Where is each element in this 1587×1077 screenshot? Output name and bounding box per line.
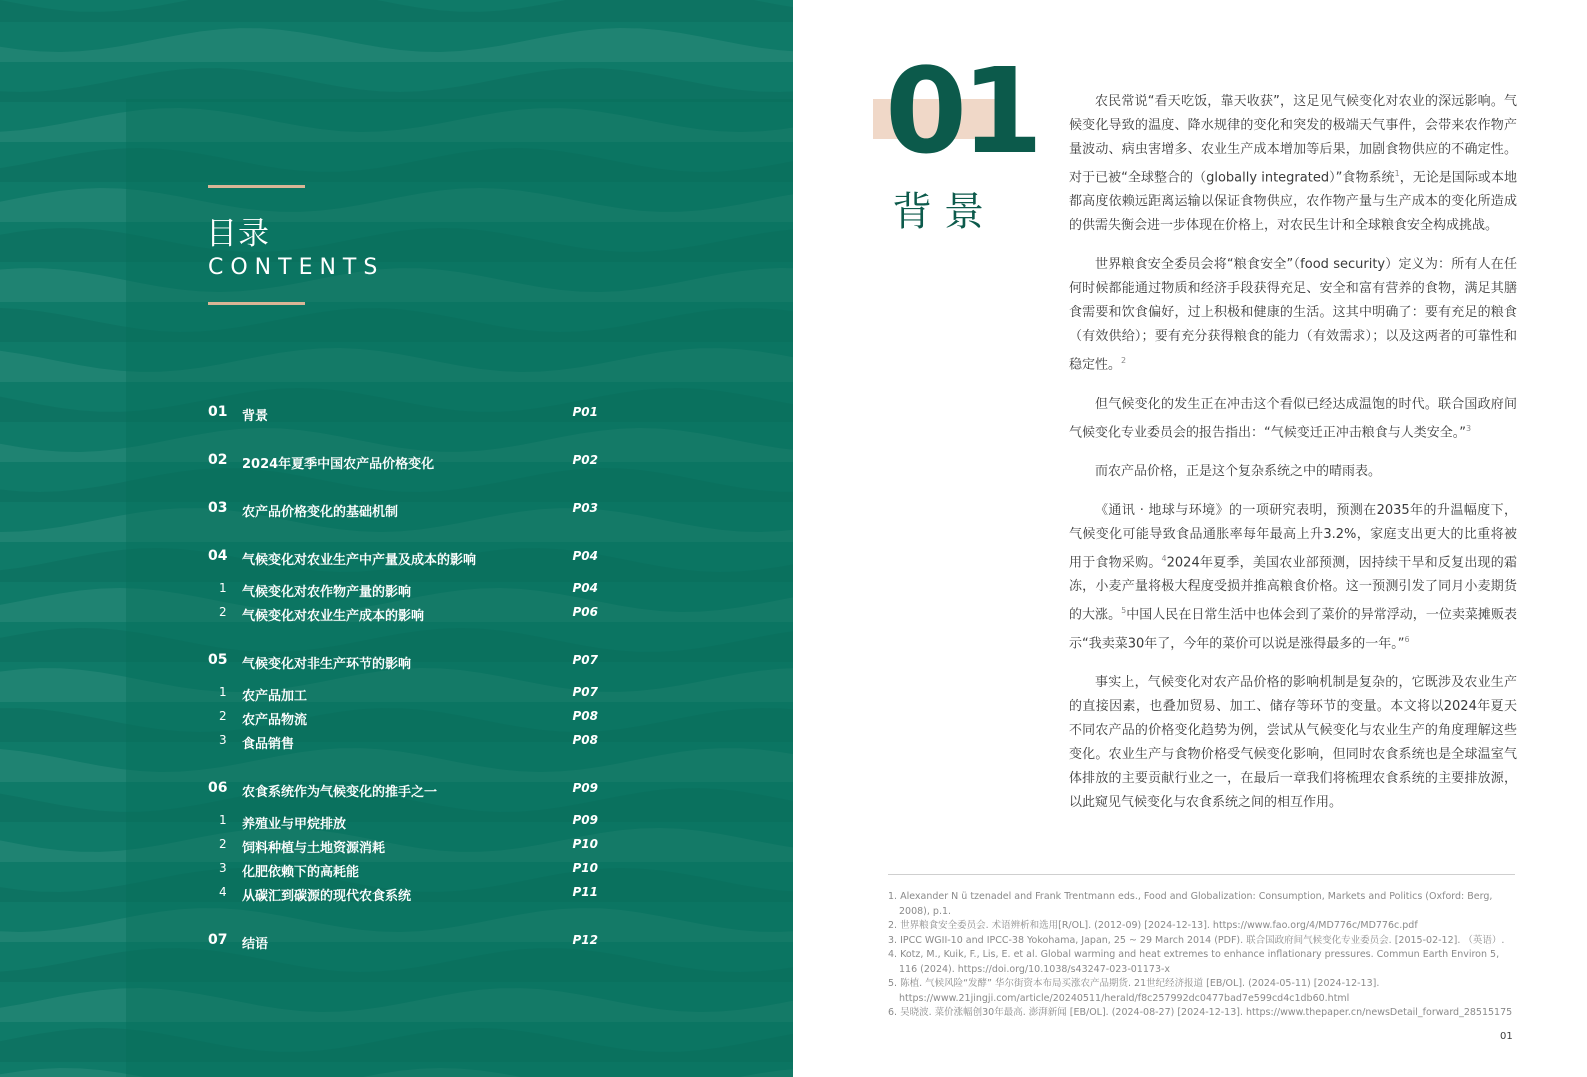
- toc-subentry-05-1[interactable]: [208, 684, 598, 706]
- toc-subentry-title: 养殖业与甲烷排放: [242, 817, 347, 832]
- toc-entry-page: P07: [572, 653, 598, 667]
- paragraph: 而农产品价格，正是这个复杂系统之中的晴雨表。: [1095, 463, 1382, 479]
- toc-top-rule: [208, 185, 305, 188]
- toc-entry-page: P01: [572, 405, 598, 419]
- toc-entry-05[interactable]: [208, 652, 598, 674]
- toc-subentry-number: 4: [219, 885, 227, 899]
- toc-entry-number: 02: [208, 452, 228, 468]
- toc-subentry-number: 1: [219, 813, 227, 827]
- toc-entry-title: 结语: [242, 937, 269, 952]
- paragraph: 世界粮食安全委员会将“粮食安全”（food security）定义为：所有人在任何时候都能通过物质和经济手段获得充足、安全和富有营养的食物，满足其膳食需要和饮食偏好，过上积极和健康的生活。这其中明确了：要有充足的粮食（有效供给）；要有充分获得粮食的能力（有效需求）；以及这两者的可靠性和稳定性。$^2$: [1069, 257, 1517, 373]
- toc-entry-06[interactable]: [208, 780, 598, 802]
- page-number: 01: [1500, 1031, 1513, 1042]
- toc-subentry-05-3[interactable]: [208, 732, 598, 754]
- paragraph: 事实上，气候变化对农产品价格的影响机制是复杂的，它既涉及农业生产的直接因素，也叠加贸易、加工、储存等环节的变量。本文将以2024年夏天不同农产品的价格变化趋势为例，尝试从气候变化与农业生产的角度理解这些变化。农业生产与食物价格受气候变化影响，但同时农食系统也是全球温室气体排放的主要贡献行业之一，在最后一章我们将梳理农食系统的主要排放源，以此窥见气候变化与农食系统之间的相互作用。: [1069, 674, 1517, 810]
- toc-entry-number: 06: [208, 780, 228, 796]
- toc-subentry-04-1[interactable]: [208, 580, 598, 602]
- toc-subentry-number: 2: [219, 709, 227, 723]
- footnote: 5. 陈植. 气候风险“发酵” 华尔街资本布局买涨农产品期货. 21世纪经济报道 [EB/OL]. (2024-05-11) [2024-12-13]. https://www.21jingji.com/article/20240511/herald/f8c257992dc0477bad7e599cd4c1db60.html: [888, 978, 1380, 1004]
- toc-entry-01[interactable]: [208, 404, 598, 426]
- toc-entry-03[interactable]: [208, 500, 598, 522]
- toc-entry-page: P02: [572, 453, 598, 467]
- footnotes: [888, 890, 1515, 1021]
- toc-subentry-number: 1: [219, 581, 227, 595]
- toc-subentry-page: P09: [572, 813, 598, 827]
- toc-entry-page: P12: [572, 933, 598, 947]
- toc-subentry-title: 气候变化对农业生产成本的影响: [242, 609, 425, 624]
- toc-subentry-06-2[interactable]: [208, 836, 598, 858]
- toc-entry-title: 2024年夏季中国农产品价格变化: [242, 457, 435, 472]
- toc-entry-title: 气候变化对非生产环节的影响: [242, 657, 412, 672]
- footnote-ref[interactable]: 6: [1404, 634, 1410, 644]
- toc-subentry-title: 气候变化对农作物产量的影响: [242, 585, 412, 600]
- toc-subentry-title: 从碳汇到碳源的现代农食系统: [242, 889, 412, 904]
- toc-entry-number: 03: [208, 500, 228, 516]
- toc-subentry-06-1[interactable]: [208, 812, 598, 834]
- toc-subentry-06-3[interactable]: [208, 860, 598, 882]
- toc-subentry-page: P10: [572, 861, 598, 875]
- section-number: 01: [885, 42, 1038, 180]
- toc-entry-02[interactable]: [208, 452, 598, 474]
- toc-subentry-number: 2: [219, 605, 227, 619]
- footnote: 4. Kotz, M., Kuik, F., Lis, E. et al. Global warming and heat extremes to enhance inflationary pressures. Commun Earth Environ 5, 116 (2024). https://doi.org/10.1038/s43247-023-01173-x: [888, 949, 1500, 975]
- paragraph: 农民常说“看天吃饭，靠天收获”，这足见气候变化对农业的深远影响。气候变化导致的温度、降水规律的变化和突发的极端天气事件，会带来农作物产量波动、病虫害增多、农业生产成本增加等后果，加剧食物供应的不确定性。对于已被“全球整合的（globally integrated）”食物系统$^1$，无论是国际或本地都高度依赖远距离运输以保证食物供应，农作物产量与生产成本的变化所造成的供需失衡会进一步体现在价格上，对农民生计和全球粮食安全构成挑战。: [1069, 94, 1517, 234]
- toc-subentry-number: 2: [219, 837, 227, 851]
- toc-subentry-04-2[interactable]: [208, 604, 598, 626]
- toc-entry-page: P04: [572, 549, 598, 563]
- footnote-ref[interactable]: 2: [1121, 356, 1127, 366]
- toc-title-cn: 目录: [206, 216, 270, 252]
- footnote: 6. 吴晓波. 菜价涨幅创30年最高. 澎湃新闻 [EB/OL]. (2024-08-27) [2024-12-13]. https://www.thepaper.cn/newsDetail_forward_28515175: [888, 1007, 1513, 1018]
- paragraph: 但气候变化的发生正在冲击这个看似已经达成温饱的时代。联合国政府间气候变化专业委员会的报告指出：“气候变迁正冲击粮食与人类安全。”$^3$: [1069, 396, 1517, 440]
- toc-entry-title: 背景: [242, 409, 269, 424]
- toc-subentry-page: P10: [572, 837, 598, 851]
- toc-entry-07[interactable]: [208, 932, 598, 954]
- toc-subentry-page: P06: [572, 605, 598, 619]
- toc-subentry-05-2[interactable]: [208, 708, 598, 730]
- toc-subentry-title: 化肥依赖下的高耗能: [242, 865, 360, 880]
- paragraph: 《通讯 · 地球与环境》的一项研究表明，预测在2035年的升温幅度下，气候变化可能导致食品通胀率每年最高上升3.2%，家庭支出更大的比重将被用于食物采购。$^4$2024年夏季，美国农业部预测，因持续干旱和反复出现的霜冻，小麦产量将极大程度受损并推高粮食价格。这一预测引发了同月小麦期货的大涨。$^5$中国人民在日常生活中也体会到了菜价的异常浮动，一位卖菜摊贩表示“我卖菜30年了，今年的菜价可以说是涨得最多的一年。”$^6$: [1069, 502, 1517, 651]
- toc-subentry-title: 农产品物流: [242, 713, 308, 728]
- toc-subentry-number: 3: [219, 733, 227, 747]
- toc-entry-page: P03: [572, 501, 598, 515]
- footnote-divider: [888, 874, 1515, 875]
- toc-subentry-number: 3: [219, 861, 227, 875]
- toc-subentry-page: P11: [572, 885, 598, 899]
- wave-band: [0, 28, 793, 62]
- toc-subentry-title: 农产品加工: [242, 689, 308, 704]
- footnote-ref[interactable]: 3: [1465, 423, 1472, 433]
- toc-subentry-page: P08: [572, 733, 598, 747]
- footnote: 2. 世界粮食安全委员会. 术语辨析和选用[R/OL]. (2012-09) [2024-12-13]. https://www.fao.org/4/MD776c/MD776c.pdf: [888, 920, 1418, 931]
- wave-band: [0, 68, 793, 102]
- toc-subentry-page: P04: [572, 581, 598, 595]
- body-text: [1069, 90, 1517, 830]
- toc-subentry-06-4[interactable]: [208, 884, 598, 906]
- toc-entry-title: 农产品价格变化的基础机制: [242, 505, 399, 520]
- footnote: 1. Alexander N ü tzenadel and Frank Trentmann eds., Food and Globalization: Consumption, Markets and Politics (Oxford: Berg, 2008), p.1.: [888, 891, 1493, 917]
- footnote: 3. IPCC WGII-10 and IPCC-38 Yokohama, Japan, 25 ~ 29 March 2014 (PDF). 联合国政府间气候变化专业委员会. [2015-02-12]. （英语）.: [888, 934, 1505, 946]
- footnote-ref[interactable]: 1: [1394, 169, 1400, 178]
- toc-subentry-page: P08: [572, 709, 598, 723]
- toc-entry-number: 05: [208, 652, 228, 668]
- toc-subentry-title: 食品销售: [242, 737, 295, 752]
- toc-entry-number: 07: [208, 932, 228, 948]
- toc-entry-title: 气候变化对农业生产中产量及成本的影响: [242, 553, 477, 568]
- toc-entry-number: 01: [208, 404, 228, 420]
- wave-band: [0, 0, 793, 22]
- toc-subentry-number: 1: [219, 685, 227, 699]
- toc-entry-title: 农食系统作为气候变化的推手之一: [242, 785, 438, 800]
- toc-panel-background: [0, 0, 793, 1077]
- toc-subentry-title: 饲料种植与土地资源消耗: [242, 841, 386, 856]
- toc-title-en: CONTENTS: [208, 255, 385, 280]
- toc-bottom-rule: [208, 302, 305, 305]
- footnote-ref[interactable]: 4: [1161, 553, 1167, 563]
- toc-entry-04[interactable]: [208, 548, 598, 570]
- toc-entry-number: 04: [208, 548, 228, 564]
- toc-entry-page: P09: [572, 781, 598, 795]
- footnote-ref[interactable]: 5: [1121, 606, 1127, 616]
- toc-subentry-page: P07: [572, 685, 598, 699]
- section-title: 背景: [892, 189, 996, 235]
